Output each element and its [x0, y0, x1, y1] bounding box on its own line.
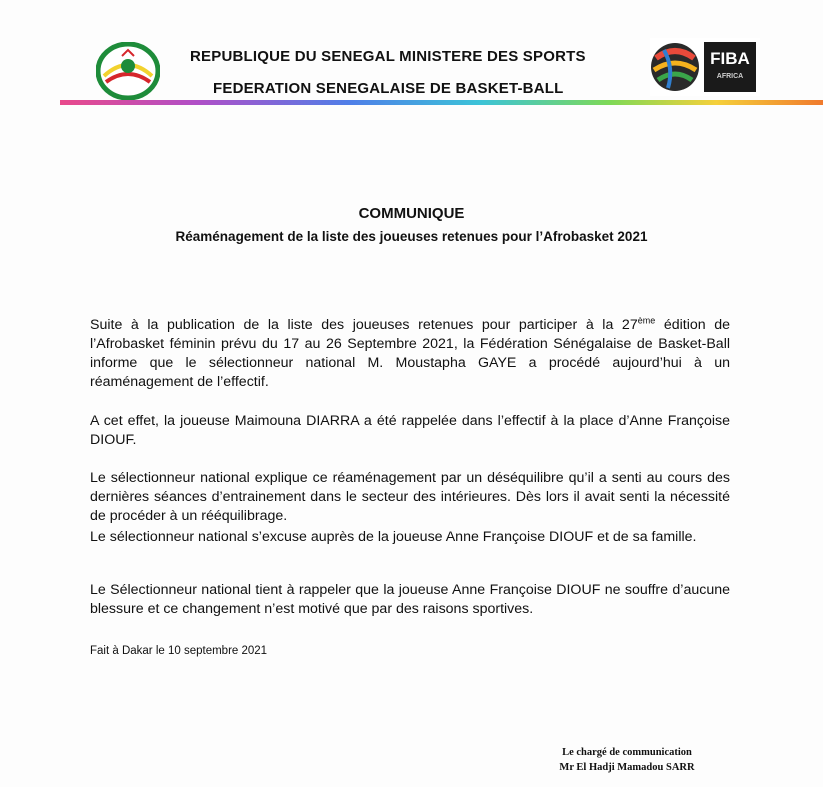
paragraph-explanation: Le sélectionneur national explique ce réaménagement par un déséquilibre qu’il a senti au cours des dernières séances d’entrainement dans le secteur des intérieures. Dès lors il avait senti la nécessité de procéder à un rééquilibrage.	[90, 470, 730, 524]
communique-title: COMMUNIQUE	[358, 205, 465, 222]
signature-role: Le chargé de communication	[562, 747, 692, 758]
letterhead-federation: FEDERATION SENEGALAISE DE BASKET-BALL	[213, 80, 564, 97]
fiba-logo-text: FIBA	[710, 49, 750, 68]
fsbb-logo-icon	[96, 42, 160, 100]
letterhead	[0, 0, 823, 110]
paragraph-publication	[90, 316, 730, 392]
fiba-africa-logo-icon	[650, 38, 760, 96]
signature-name: Mr El Hadji Mamadou SARR	[559, 762, 695, 773]
paragraph-apology: Le sélectionneur national s’excuse auprès de la joueuse Anne Françoise DIOUF et de sa famille.	[90, 529, 697, 545]
paragraph-publication-start: Suite à la publication de la liste des joueuses retenues pour participer à la 27	[90, 317, 638, 333]
communique-subtitle: Réaménagement de la liste des joueuses retenues pour l’Afrobasket 2021	[175, 229, 648, 244]
date-line: Fait à Dakar le 10 septembre 2021	[90, 645, 268, 657]
paragraph-replacement: A cet effet, la joueuse Maimouna DIARRA a été rappelée dans l’effectif à la place d’Anne Françoise DIOUF.	[90, 413, 730, 448]
signature-block	[537, 745, 717, 775]
letterhead-ministry: REPUBLIQUE DU SENEGAL MINISTERE DES SPORTS	[190, 48, 586, 65]
edition-ordinal: ème	[637, 315, 656, 326]
paragraph-publication-end: édition de l’Afrobasket féminin prévu du 17 au 26 Septembre 2021, la Fédération Sénégalaise de Basket-Ball informe que le sélectionneur national M. Moustapha GAYE a procédé aujourd’hui à un réaménagement de l’effectif.	[90, 317, 730, 390]
fiba-logo-subtext: AFRICA	[716, 73, 744, 80]
letterhead-divider	[60, 100, 823, 105]
paragraph-clarification: Le Sélectionneur national tient à rappeler que la joueuse Anne Françoise DIOUF ne souffre d’aucune blessure et ce changement n’est motivé que par des raisons sportives.	[90, 582, 730, 617]
